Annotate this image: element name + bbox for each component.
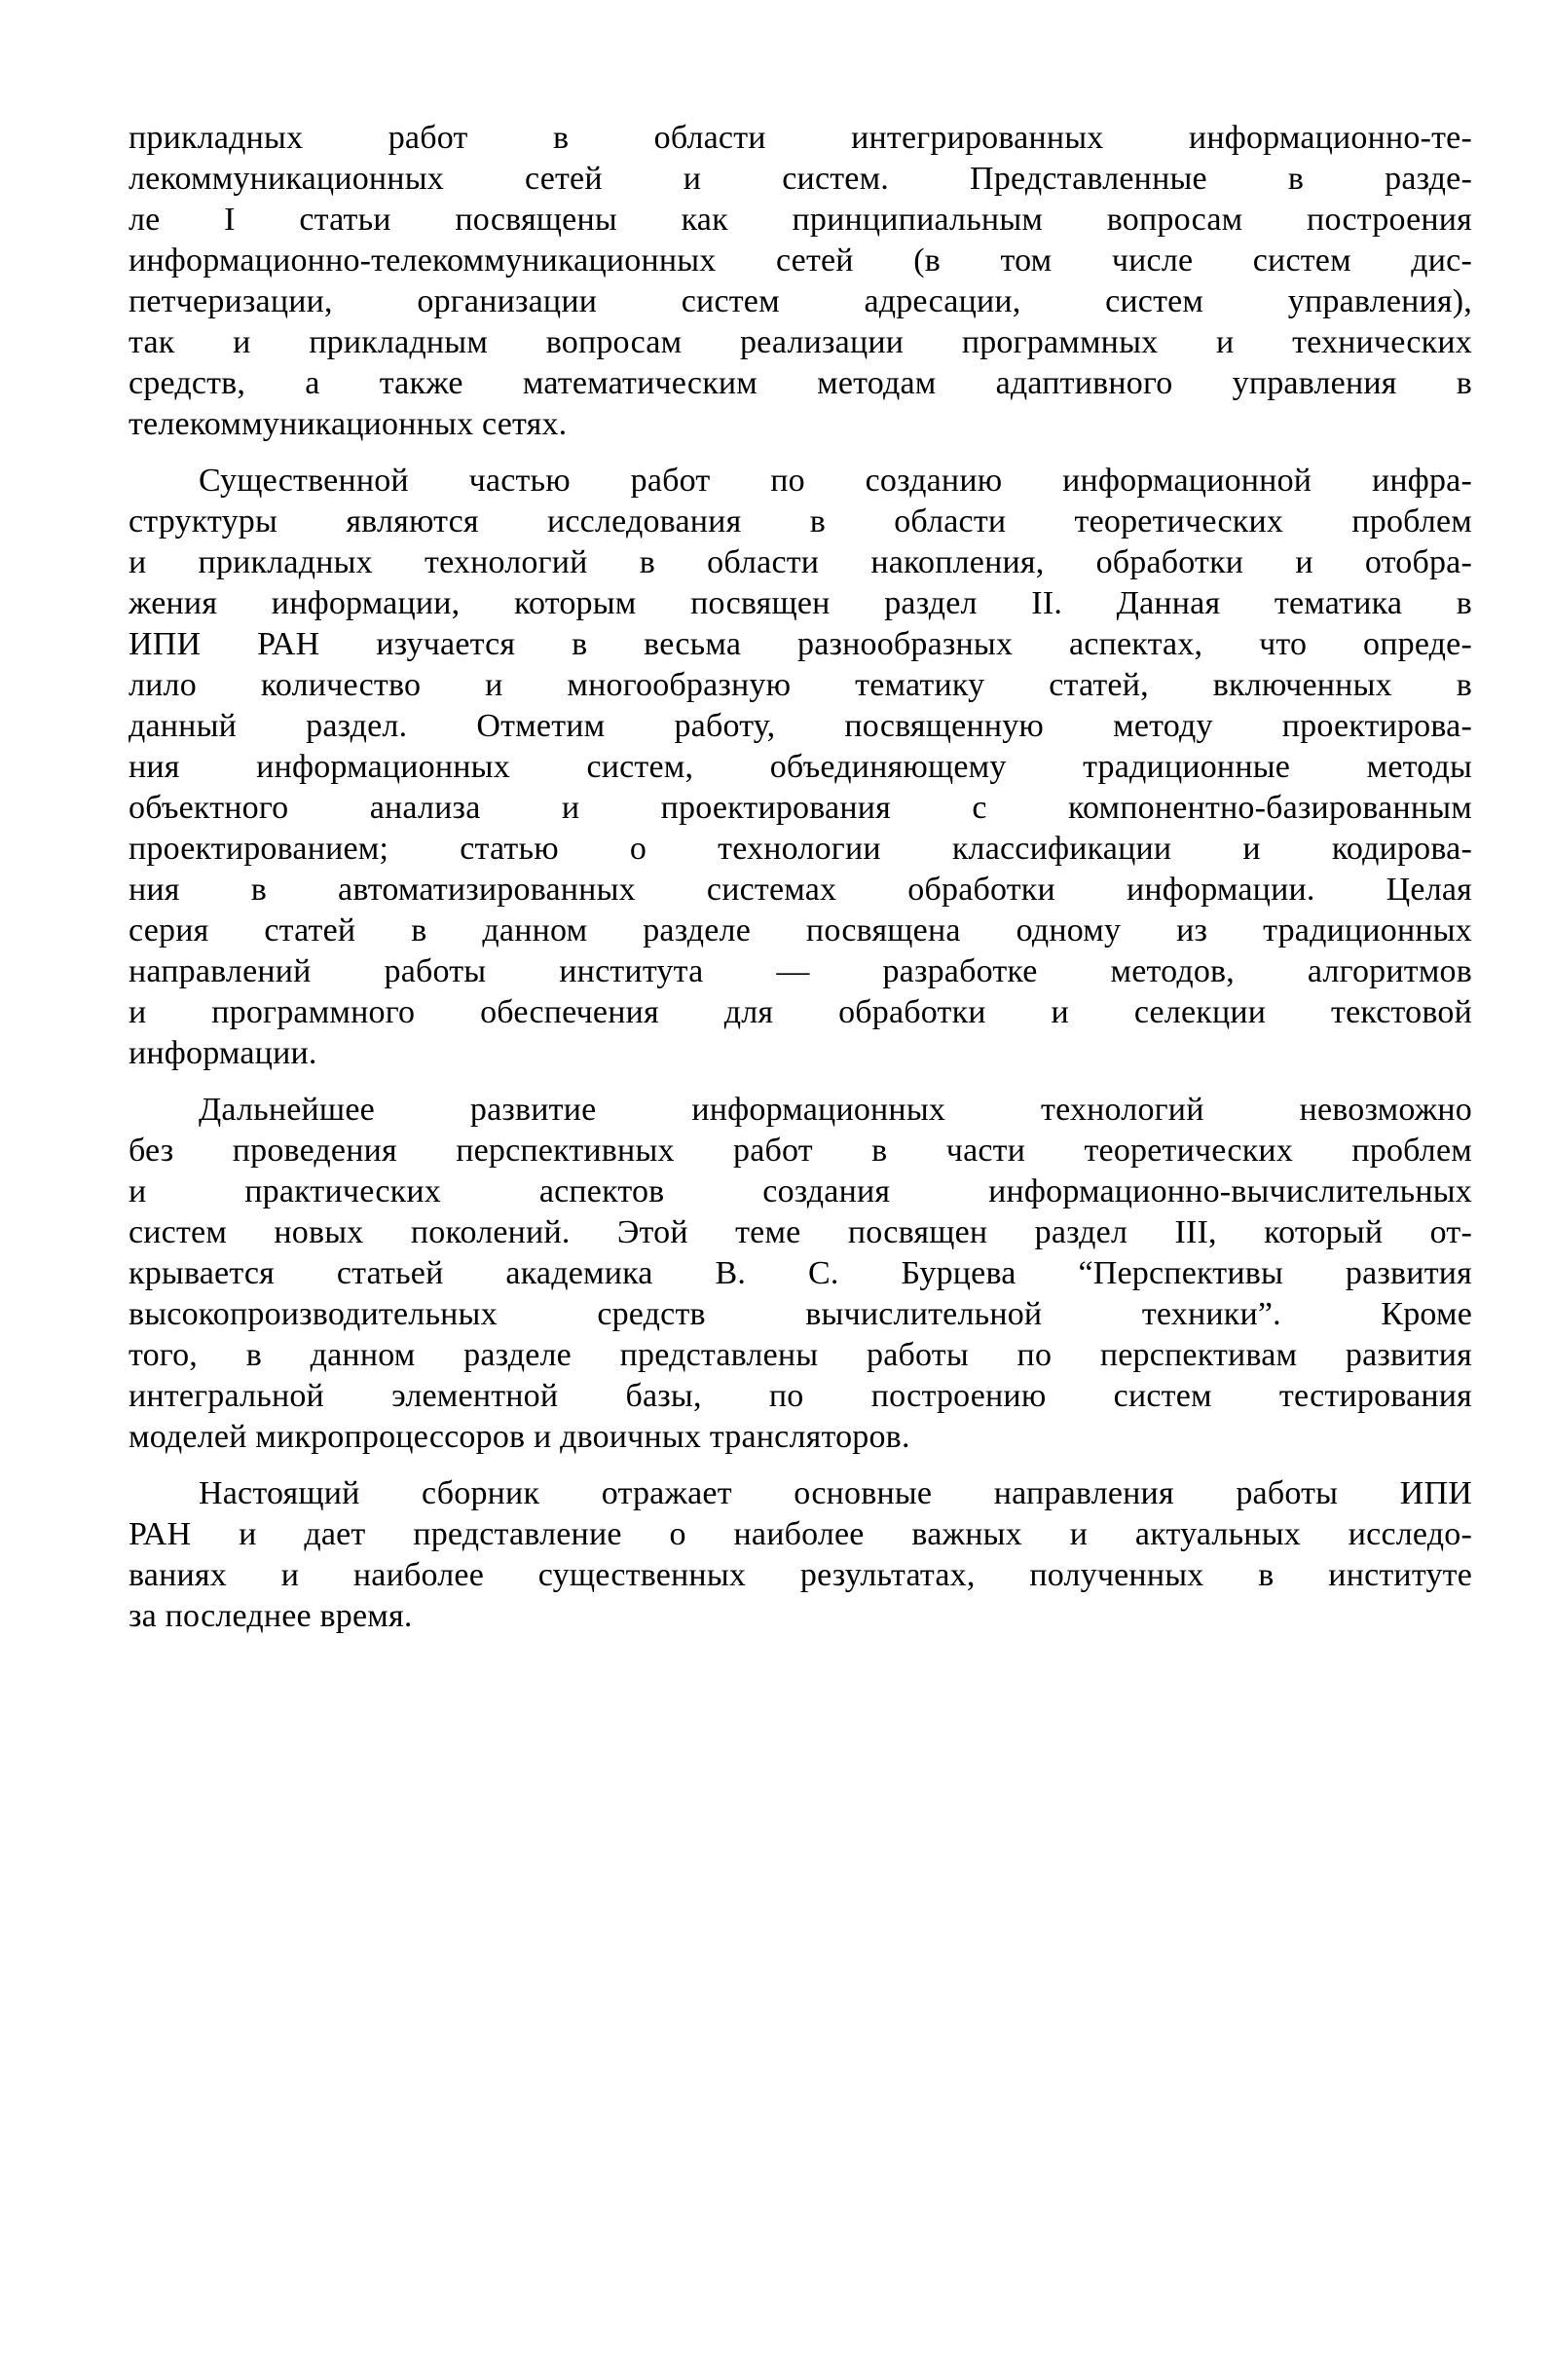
- text-line: объектного анализа и проектирования с компонентно-базированным: [129, 790, 1472, 826]
- text-line: того, в данном разделе представлены работы по перспективам развития: [129, 1337, 1472, 1373]
- text-line: интегральной элементной базы, по построению систем тестирования: [129, 1378, 1472, 1414]
- text-line: Настоящий сборник отражает основные направления работы ИПИ: [199, 1475, 1472, 1511]
- text-line: данный раздел. Отметим работу, посвященную методу проектирова-: [129, 708, 1472, 744]
- text-line: за последнее время.: [129, 1598, 413, 1634]
- text-line: высокопроизводительных средств вычислительной техники”. Кроме: [129, 1296, 1472, 1332]
- text-line: моделей микропроцессоров и двоичных трансляторов.: [129, 1419, 910, 1455]
- text-line: ИПИ РАН изучается в весьма разнообразных аспектах, что опреде-: [129, 626, 1472, 662]
- text-line: информации.: [129, 1035, 317, 1071]
- text-line: и практических аспектов создания информационно-вычислительных: [129, 1173, 1472, 1209]
- text-line: ле I статьи посвящены как принципиальным вопросам построения: [129, 202, 1472, 238]
- text-line: без проведения перспективных работ в части теоретических проблем: [129, 1133, 1472, 1169]
- text-line: петчеризации, организации систем адресации, систем управления),: [129, 283, 1472, 319]
- text-line: Дальнейшее развитие информационных технологий невозможно: [199, 1092, 1472, 1128]
- text-line: крывается статьей академика В. С. Бурцева “Перспективы развития: [129, 1255, 1472, 1291]
- text-line: ваниях и наиболее существенных результатах, полученных в институте: [129, 1557, 1472, 1593]
- text-line: ния информационных систем, объединяющему традиционные методы: [129, 749, 1472, 785]
- text-line: средств, а также математическим методам адаптивного управления в: [129, 365, 1472, 401]
- text-line: и программного обеспечения для обработки и селекции текстовой: [129, 994, 1472, 1030]
- text-line: серия статей в данном разделе посвящена одному из традиционных: [129, 912, 1472, 948]
- text-line: телекоммуникационных сетях.: [129, 406, 568, 442]
- text-line: направлений работы института — разработке методов, алгоритмов: [129, 953, 1472, 989]
- text-line: и прикладных технологий в области накопления, обработки и отобра-: [129, 544, 1472, 580]
- text-line: Существенной частью работ по созданию информационной инфра-: [199, 463, 1472, 499]
- text-line: жения информации, которым посвящен раздел II. Данная тематика в: [129, 585, 1472, 621]
- text-line: прикладных работ в области интегрированных информационно-те-: [129, 120, 1472, 156]
- text-line: лекоммуникационных сетей и систем. Представленные в разде-: [129, 161, 1472, 197]
- text-line: структуры являются исследования в области теоретических проблем: [129, 503, 1472, 539]
- text-line: лило количество и многообразную тематику статей, включенных в: [129, 667, 1472, 703]
- page-text-block: [129, 118, 1472, 1653]
- text-line: информационно-телекоммуникационных сетей (в том числе систем дис-: [129, 242, 1472, 279]
- text-line: проектированием; статью о технологии классификации и кодирова-: [129, 831, 1472, 867]
- text-line: так и прикладным вопросам реализации программных и технических: [129, 324, 1472, 360]
- text-line: систем новых поколений. Этой теме посвящен раздел III, который от-: [129, 1214, 1472, 1250]
- text-line: ния в автоматизированных системах обработки информации. Целая: [129, 872, 1472, 908]
- text-line: РАН и дает представление о наиболее важных и актуальных исследо-: [129, 1516, 1472, 1552]
